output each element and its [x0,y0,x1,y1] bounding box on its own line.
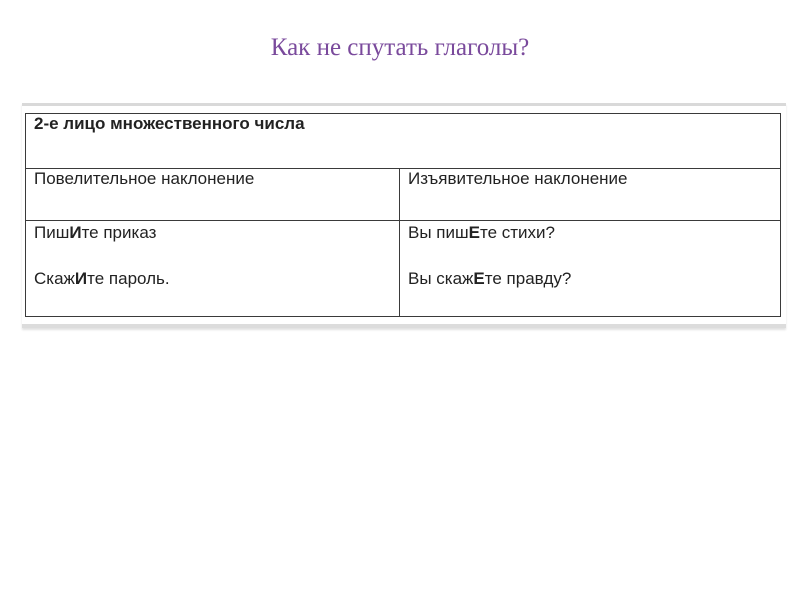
example-ending: Е [473,269,485,288]
imperative-examples-cell [26,221,400,317]
example-line [34,267,391,291]
examples-row [26,221,781,317]
column-header-row [26,169,781,221]
column-header-indicative: Изъявительное наклонение [400,169,781,221]
indicative-examples-cell [400,221,781,317]
example-ending: И [69,223,82,242]
verb-comparison-table [25,113,781,317]
table-frame [22,103,786,328]
example-line [408,221,772,245]
example-rest: те правду? [484,269,572,288]
table-header-row [26,114,781,169]
example-ending: И [74,269,88,288]
table-header: 2-е лицо множественного числа [26,114,781,169]
example-line [408,267,772,291]
example-line [34,221,391,245]
example-rest: те пароль. [87,269,170,288]
example-rest: те приказ [81,223,157,242]
example-stem: Пиш [34,223,70,242]
example-stem: Вы пиш [408,223,469,242]
example-stem: Скаж [34,269,75,288]
slide-title: Как не спутать глаголы? [270,34,530,61]
example-ending: Е [468,223,480,242]
example-rest: те стихи? [479,223,555,242]
column-header-imperative: Повелительное наклонение [26,169,400,221]
example-stem: Вы скаж [408,269,474,288]
